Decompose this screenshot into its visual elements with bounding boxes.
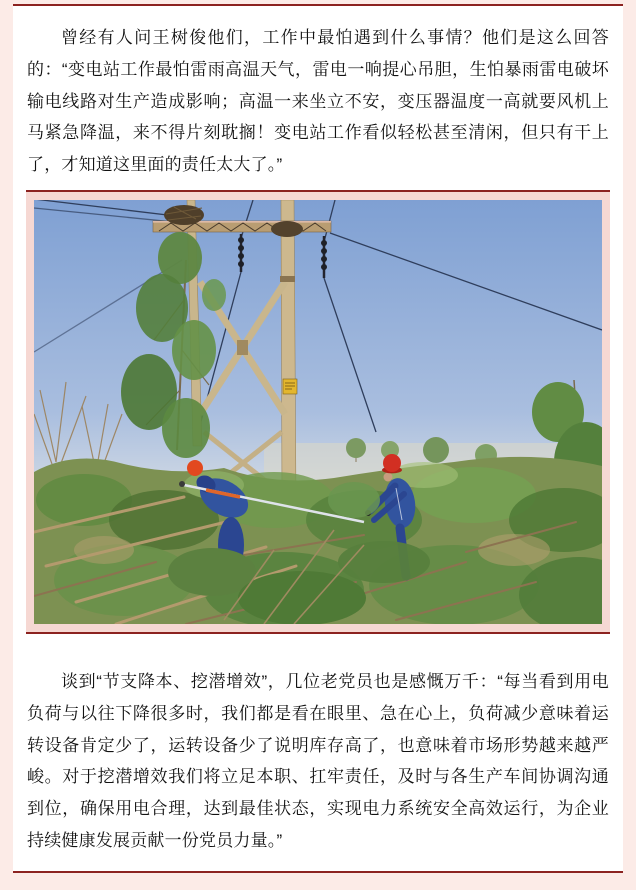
article-content-box	[13, 4, 623, 873]
paragraph-party-members-quote: 谈到“节支降本、挖潜增效”，几位老党员也是感慨万千：“每当看到用电负荷与以往下降很多时，我们都是看在眼里、急在心上，负荷减少意味着运转设备肯定少了，运转设备少了说明库存高了，也意味着市场形势越来越严峻。对于挖潜增效我们将立足本职、扛牢责任，及时与各生产车间协调沟通到位，确保用电合理，达到最佳状态，实现电力系统安全高效运行，为企业持续健康发展贡献一份党员力量。”	[27, 671, 609, 850]
pole-collar	[280, 276, 295, 282]
bird-nest	[164, 205, 204, 225]
photo-frame	[26, 190, 610, 634]
brace-gusset	[237, 340, 248, 355]
worker-right-helmet	[383, 454, 401, 472]
warning-sign	[283, 379, 297, 394]
worksite-photo[interactable]	[34, 200, 602, 624]
bird-nest-2	[271, 221, 303, 237]
worker-left-helmet	[187, 460, 203, 476]
paragraph-interview-answer: 曾经有人问王树俊他们，工作中最怕遇到什么事情？他们是这么回答的：“变电站工作最怕雷雨高温天气，雷电一响提心吊胆，生怕暴雨雷电破坏输电线路对生产造成影响；高温一来坐立不安，变压器温度一高就要风机上马紧急降温，来不得片刻耽搁！变电站工作看似轻松甚至清闲，但只有干上了，才知道这里面的责任太大了。”	[27, 28, 609, 175]
worksite-photo-illustration	[34, 200, 602, 624]
worker-right-face	[384, 472, 393, 481]
tower-right-pole	[281, 200, 296, 502]
